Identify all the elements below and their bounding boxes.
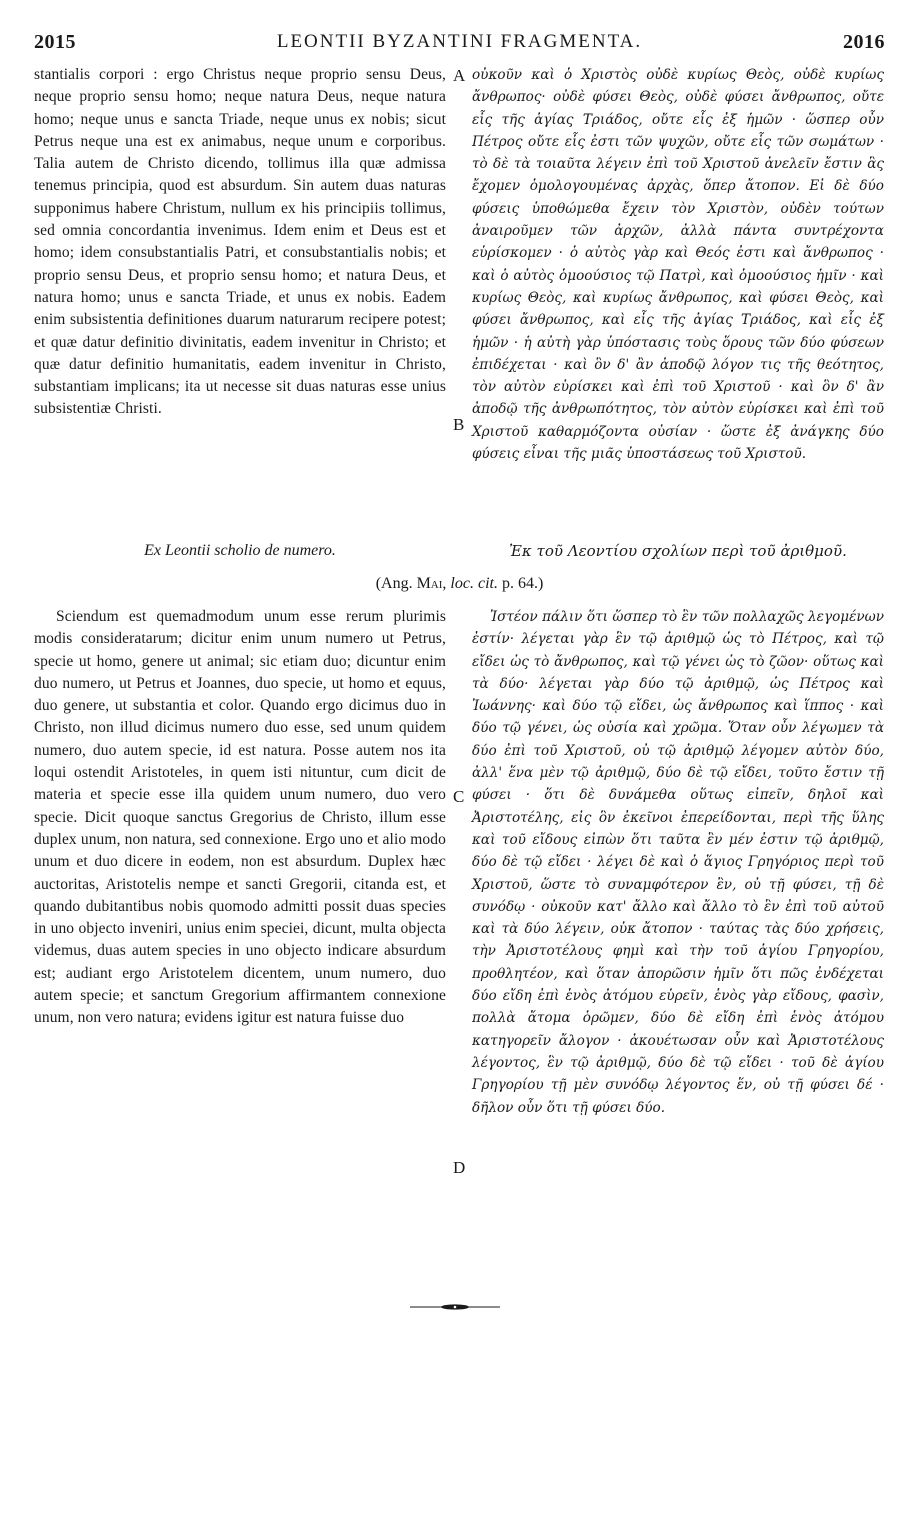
latin-column-bottom	[34, 606, 446, 1030]
page-number-left: 2015	[34, 31, 76, 53]
margin-marker-b: B	[453, 415, 465, 434]
citation-page: p. 64.)	[497, 575, 544, 592]
section-heading-latin: Ex Leontii scholio de numero.	[144, 542, 336, 559]
greek-paragraph-2: Ἰστέον πάλιν ὅτι ὥσπερ τὸ ἓν τῶν πολλαχῶς λεγομένων ἐστίν· λέγεται γὰρ ἓν τῷ ἀριθμῷ ὡς τὸ Πέτρος, καὶ τῷ εἴδει ὡς τὸ ἄνθρωπος, καὶ τῷ γένει ὡς τὸ ζῶον· οὕτως καὶ τὰ δύο· λέγεται γὰρ δύο τῷ ἀριθμῷ, ὡς Πέτρος καὶ Ἰωάννης· καὶ δύο τῷ εἴδει, ὡς ἄνθρωπος καὶ ἵππος · καὶ δύο τῷ γένει, ὡς οὐσία καὶ χρῶμα. Ὅταν οὖν λέγωμεν τὰ δύο ἐπὶ τοῦ Χριστοῦ, οὐ τῷ ἀριθμῷ λέγομεν αὐτὸν δύο, ἀλλ' ἕνα μὲν τῷ ἀριθμῷ, δύο δὲ τῷ εἴδει, τοῦτο ἔστιν τῇ φύσει · ὅτι δὲ δυνάμεθα οὕτως εἰπεῖν, δηλοῖ καὶ Ἀριστοτέλης, εἰς ὃν ἐκεῖνοι ἐπερείδονται, περὶ τῆς ὕλης καὶ τοῦ εἴδους εἰπὼν ὅτι ταῦτα ἓν μέν ἐστιν τῷ ἀριθμῷ, δύο δὲ τῷ εἴδει · λέγει δὲ καὶ ὁ ἅγιος Γρηγόριος περὶ τοῦ Χριστοῦ, ὥστε τὸ συναμφότερον ἓν, οὐ τῇ φύσει, τῇ δὲ συνόδῳ · οὐκοῦν κατ' ἄλλο καὶ ἄλλο τὸ ἓν ἐπὶ τοῦ αὐτοῦ καὶ τὰ δύο λέγειν, οὐκ ἄτοπον · ταύτας τὰς δύο χρήσεις, τὴν Ἀριστοτέλους φημὶ καὶ τὴν τοῦ ἁγίου Γρηγορίου, προθλητέον, καὶ ὅταν ἀπορῶσιν ἡμῖν ὅτι πῶς ἐνδέχεται δύο εἴδη ἐπὶ ἑνὸς ἀτόμου εὑρεῖν, ἑνὸς γὰρ εἴδους, φασὶν, πολλὰ ἄτομα ὁρῶμεν, δύο δὲ εἴδη ἐπὶ ἑνὸς ἀτόμου κατηγορεῖν ἄλογον · ἀκουέτωσαν οὖν καὶ Ἀριστοτέλους λέγοντος, ἓν τῷ ἀριθμῷ, δύο δὲ τῷ εἴδει · τοῦ δὲ ἁγίου Γρηγορίου τῇ μὲν συνόδῳ λέγοντος ἕν, οὐ τῇ φύσει δέ · δῆλον οὖν ὅτι τῇ φύσει δύο.	[472, 609, 884, 1116]
margin-marker-c: C	[453, 787, 465, 806]
greek-paragraph-1: οὐκοῦν καὶ ὁ Χριστὸς οὐδὲ κυρίως Θεὸς, οὐδὲ κυρίως ἄνθρωπος· οὐδὲ φύσει Θεὸς, οὐδὲ φύσει ἄνθρωπος, οὔτε εἷς τῆς ἁγίας Τριάδος, οὔτε εἷς ἐξ ἡμῶν · ὥσπερ οὖν Πέτρος οὔτε εἷς ἐστι τῶν ψυχῶν, οὔτε εἷς τῶν σωμάτων · τὸ δὲ τὰ τοιαῦτα λέγειν ἐπὶ τοῦ Χριστοῦ ἀνελεῖν ἔστιν ἃς ἔχομεν ὁμολογουμένας ἀρχὰς, ὅπερ ἄτοπον. Εἰ δὲ δύο φύσεις ὑποθώμεθα ἔχειν τὸν Χριστὸν, οὐδὲν τούτων ἀναιροῦμεν τῶν ἀρχῶν, ἀλλὰ πάντα συντρέχοντα εὑρίσκομεν · ὁ αὐτὸς γὰρ καὶ Θεός ἐστι καὶ ἄνθρωπος · καὶ ὁ αὐτὸς ὁμοούσιος τῷ Πατρὶ, καὶ ὁμοούσιος ἡμῖν · καὶ κυρίως Θεὸς, καὶ κυρίως ἄνθρωπος, καὶ φύσει Θεὸς, καὶ φύσει ἄνθρωπος, καὶ εἷς τῆς ἁγίας Τριάδος, καὶ εἷς ἐξ ἡμῶν · ἡ αὐτὴ γὰρ ὑπόστασις τοὺς ὅρους τῶν δύο φύσεων ἐπιδέχεται · καὶ ὃν δ' ἂν ἀποδῷ λόγον τις τῆς θεότητος, τὸν αὐτὸν εὑρίσκει καὶ ἐπὶ τοῦ Χριστοῦ · καὶ ὃν δ' ἂν ἀποδῷ τῆς ἀνθρωπότητος, τὸν αὐτὸν εὑρίσκει καὶ ἐπὶ τοῦ Χριστοῦ καθαρμόζοντα οὐσίαν · ὥστε ἐξ ἀνάγκης δύο φύσεις εἶναι τῆς μιᾶς ὑποστάσεως τοῦ Χριστοῦ.	[472, 67, 884, 463]
latin-column-top	[34, 64, 446, 421]
source-citation	[0, 573, 919, 595]
greek-column-bottom	[472, 606, 884, 1119]
latin-paragraph-2: Sciendum est quemadmodum unum esse rerum plurimis modis consideratarum; dicitur enim unum numero ut Petrus, specie ut homo, genere ut animal; sic etiam duo; dicuntur enim duo numero, ut Petrus et Joannes, duo specie, ut homo et equus, duo genere, ut substantia et color. Quando ergo dicimus duo in Christo, non illud dicimus numero duo esse, sed unum quidem numero, duo autem specie, id est natura. Posse autem nos ita loqui ostendit Aristoteles, in quem isti nituntur, cum dicit de materia et specie esse illa quidem unum numero, duo vero specie. Dicit quoque sanctus Gregorius de Christo, illum esse duplex unum, non natura, sed connexione. Ergo uno et alio modo unum et duo dicere in eodem, non est absurdum. Duplex hæc auctoritas, Aristotelis nempe et sancti Gregorii, citanda est, et quando dubitantibus nobis quomodo admitti possit duas species in uno objecto inveniri, unius enim speciei, dicunt, multa objecta videmus, duas autem species in uno objecto indicare absurdum est; audiant ergo Aristotelem dicentem, unum numero, duo autem specie; et sanctum Gregorium affirmantem connexione unum, non vero natura; evidens igitur est natura fuisse duo	[34, 608, 446, 1027]
latin-paragraph-1: stantialis corpori : ergo Christus neque proprio sensu Deus, neque proprio sensu homo; neque natura Deus, neque natura homo; neque unus e sancta Triade, neque unus ex nobis; sicut Petrus neque una est ex animabus, neque unum e corporibus. Talia autem de Christo dicendo, tollimus illa quæ admissa tenemus principia, quod est absurdum. Sin autem duas naturas supponimus habere Christum, nullum ex his principiis tollimus, sed omnia concordantia invenimus. Idem enim et Deus est et homo; idem consubstantialis Patri, et consubstantialis nobis; et proprio sensu Deus, et proprio sensu homo; et natura Deus, et natura homo; unus e sancta Triade, et unus ex nobis. Eadem enim subsistentia definitiones duarum naturarum recipere potest; et quæ datur definitio divinitatis, eadem invenitur in Christo; et quæ datur definitio humanitatis, eadem invenitur in Christo, substantiam implicans; ita ut necesse sit duas naturas esse unius subsistentiæ Christi.	[34, 66, 446, 418]
citation-open: (Ang.	[375, 575, 417, 592]
greek-column-top	[472, 64, 884, 465]
citation-sep: ,	[442, 575, 451, 592]
page-number-right: 2016	[843, 31, 885, 53]
citation-name: Mai	[416, 575, 443, 592]
end-ornament	[410, 1303, 500, 1311]
margin-marker-a: A	[453, 66, 466, 85]
margin-marker-d: D	[453, 1158, 466, 1177]
section-heading-greek: Ἐκ τοῦ Λεοντίου σχολίων περὶ τοῦ ἀριθμοῦ.	[509, 542, 847, 560]
running-title: LEONTII BYZANTINI FRAGMENTA.	[276, 31, 643, 52]
citation-loc: loc. cit.	[450, 575, 498, 592]
